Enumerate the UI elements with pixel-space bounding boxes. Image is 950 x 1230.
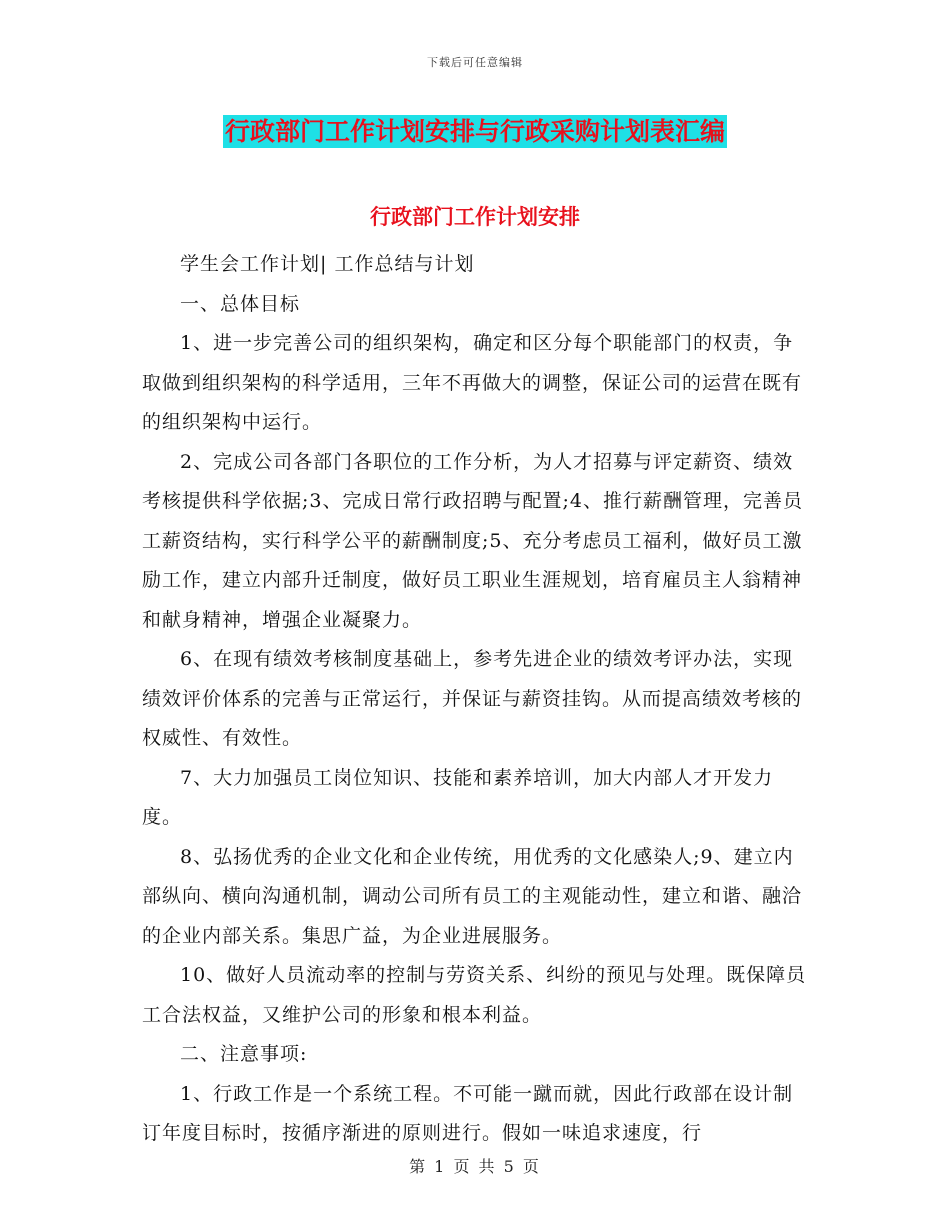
- document-title: [0, 112, 950, 148]
- page-footer: 第 1 页 共 5 页: [409, 1157, 541, 1176]
- paragraph: 1、行政工作是一个系统工程。不可能一蹴而就，因此行政部在设计制订年度目标时，按循序渐进的原则进行。假如一味追求速度，行: [142, 1082, 794, 1144]
- document-body: [142, 245, 812, 1154]
- paragraph: 二、注意事项:: [180, 1043, 308, 1065]
- paragraph: 7、大力加强员工岗位知识、技能和素养培训，加大内部人才开发力度。: [142, 766, 774, 828]
- paragraph: 学生会工作计划| 工作总结与计划: [180, 253, 475, 275]
- paragraph: 一、总体目标: [180, 292, 301, 315]
- header-note: 下载后可任意编辑: [427, 56, 523, 69]
- paragraph: 8、弘扬优秀的企业文化和企业传统，用优秀的文化感染人;9、建立内部纵向、横向沟通机制，调动公司所有员工的主观能动性，建立和谐、融洽的企业内部关系。集思广益，为企业进展服务。: [142, 845, 803, 947]
- paragraph: 2、完成公司各部门各职位的工作分析，为人才招募与评定薪资、绩效考核提供科学依据;3、完成日常行政招聘与配置;4、推行薪酬管理，完善员工薪资结构，实行科学公平的薪酬制度;5、充分考虑员工福利，做好员工激励工作，建立内部升迁制度，做好员工职业生涯规划，培育雇员主人翁精神和献身精神，增强企业凝聚力。: [142, 450, 803, 631]
- paragraph: 6、在现有绩效考核制度基础上，参考先进企业的绩效考评办法，实现绩效评价体系的完善与正常运行，并保证与薪资挂钩。从而提高绩效考核的权威性、有效性。: [142, 648, 803, 749]
- section-title: 行政部门工作计划安排: [370, 205, 580, 229]
- paragraph: 1、进一步完善公司的组织架构，确定和区分每个职能部门的权责，争取做到组织架构的科学适用，三年不再做大的调整，保证公司的运营在既有的组织架构中运行。: [142, 332, 803, 433]
- paragraph: 10、做好人员流动率的控制与劳资关系、纠纷的预见与处理。既保障员工合法权益，又维护公司的形象和根本利益。: [142, 964, 807, 1026]
- document-title-text: 行政部门工作计划安排与行政采购计划表汇编: [224, 117, 725, 146]
